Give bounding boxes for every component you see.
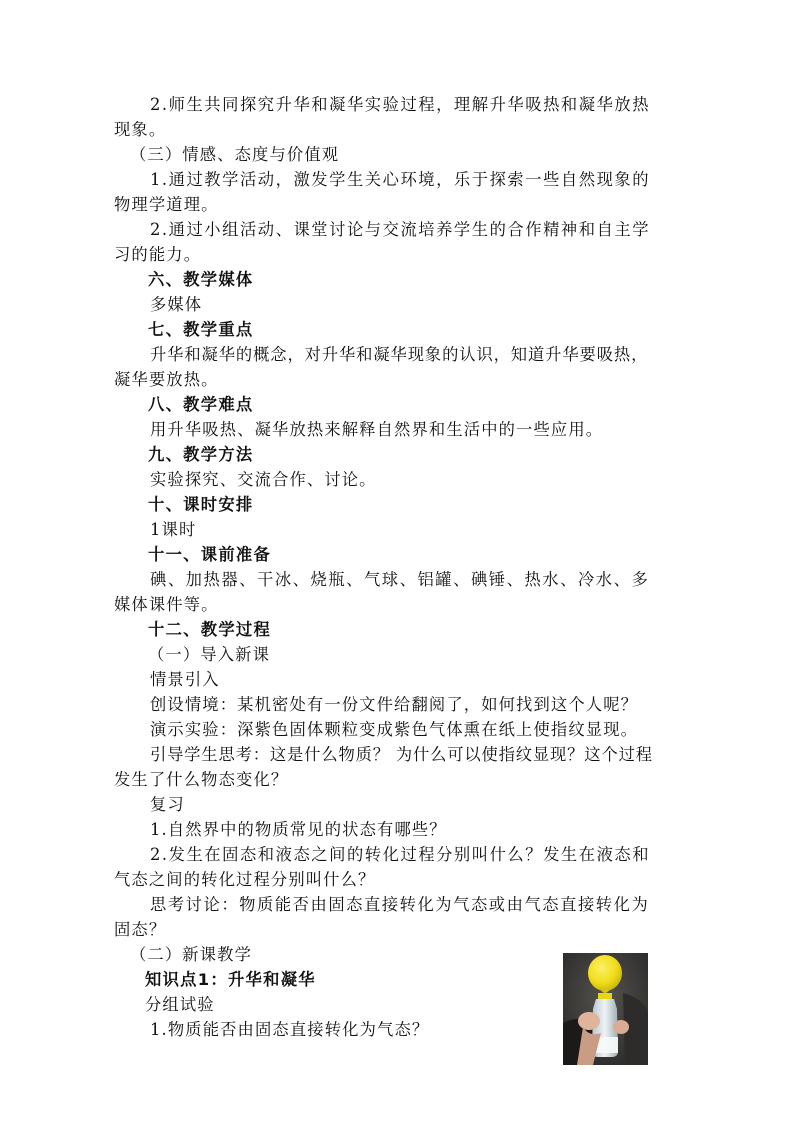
para-line: 实验探究、交流合作、讨论。 bbox=[150, 470, 377, 489]
para-line: 凝华要放热。 bbox=[114, 370, 219, 389]
para-line: 创设情境：某机密处有一份文件给翻阅了，如何找到这个人呢？ bbox=[150, 695, 639, 714]
para-line: 1.物质能否由固态直接转化为气态？ bbox=[150, 1020, 430, 1039]
section-heading: 七、教学重点 bbox=[148, 320, 254, 339]
para-line: 1课时 bbox=[150, 520, 197, 539]
section-subheading: （三）情感、态度与价值观 bbox=[130, 145, 340, 164]
section-subheading: （二）新课教学 bbox=[130, 945, 253, 964]
section-heading: 十二、教学过程 bbox=[148, 620, 272, 639]
para-line: 情景引入 bbox=[150, 670, 220, 689]
knowledge-point-heading: 知识点1：升华和凝华 bbox=[145, 970, 316, 989]
para-line: 多媒体 bbox=[150, 295, 203, 314]
para-line: 演示实验：深紫色固体颗粒变成紫色气体熏在纸上使指纹显现。 bbox=[150, 720, 639, 739]
para-line: 升华和凝华的概念，对升华和凝华现象的认识，知道升华要吸热， bbox=[150, 345, 649, 364]
para-line: 用升华吸热、凝华放热来解释自然界和生活中的一些应用。 bbox=[150, 420, 604, 439]
section-heading: 十一、课前准备 bbox=[148, 545, 272, 564]
para-line: 2.发生在固态和液态之间的转化过程分别叫什么？发生在液态和 bbox=[150, 845, 651, 864]
para-line: 复习 bbox=[150, 795, 185, 814]
para-line: 1.自然界中的物质常见的状态有哪些？ bbox=[150, 820, 447, 839]
para-line: 思考讨论：物质能否由固态直接转化为气态或由气态直接转化为 bbox=[150, 895, 650, 914]
para-line: 2.师生共同探究升华和凝华实验过程，理解升华吸热和凝华放热 bbox=[150, 95, 651, 114]
para-line: 习的能力。 bbox=[114, 245, 202, 264]
section-heading: 九、教学方法 bbox=[148, 445, 254, 464]
section-subheading: （一）导入新课 bbox=[148, 645, 271, 664]
para-line: 固态？ bbox=[114, 920, 167, 939]
section-heading: 八、教学难点 bbox=[148, 395, 254, 414]
para-line: 分组试验 bbox=[145, 995, 215, 1014]
para-line: 1.通过教学活动，激发学生关心环境，乐于探索一些自然现象的 bbox=[150, 170, 651, 189]
section-heading: 十、课时安排 bbox=[148, 495, 254, 514]
para-line: 碘、加热器、干冰、烧瓶、气球、铝罐、碘锤、热水、冷水、多 bbox=[150, 570, 650, 589]
balloon-on-bottle-photo bbox=[563, 953, 648, 1065]
section-heading: 六、教学媒体 bbox=[148, 270, 254, 289]
para-line: 媒体课件等。 bbox=[114, 595, 219, 614]
para-line: 2.通过小组活动、课堂讨论与交流培养学生的合作精神和自主学 bbox=[150, 220, 651, 239]
para-line: 现象。 bbox=[114, 120, 167, 139]
para-line: 物理学道理。 bbox=[114, 195, 219, 214]
para-line: 发生了什么物态变化？ bbox=[114, 770, 289, 789]
para-line: 气态之间的转化过程分别叫什么？ bbox=[114, 870, 376, 889]
para-line: 引导学生思考：这是什么物质？ 为什么可以使指纹显现？这个过程 bbox=[150, 745, 653, 764]
